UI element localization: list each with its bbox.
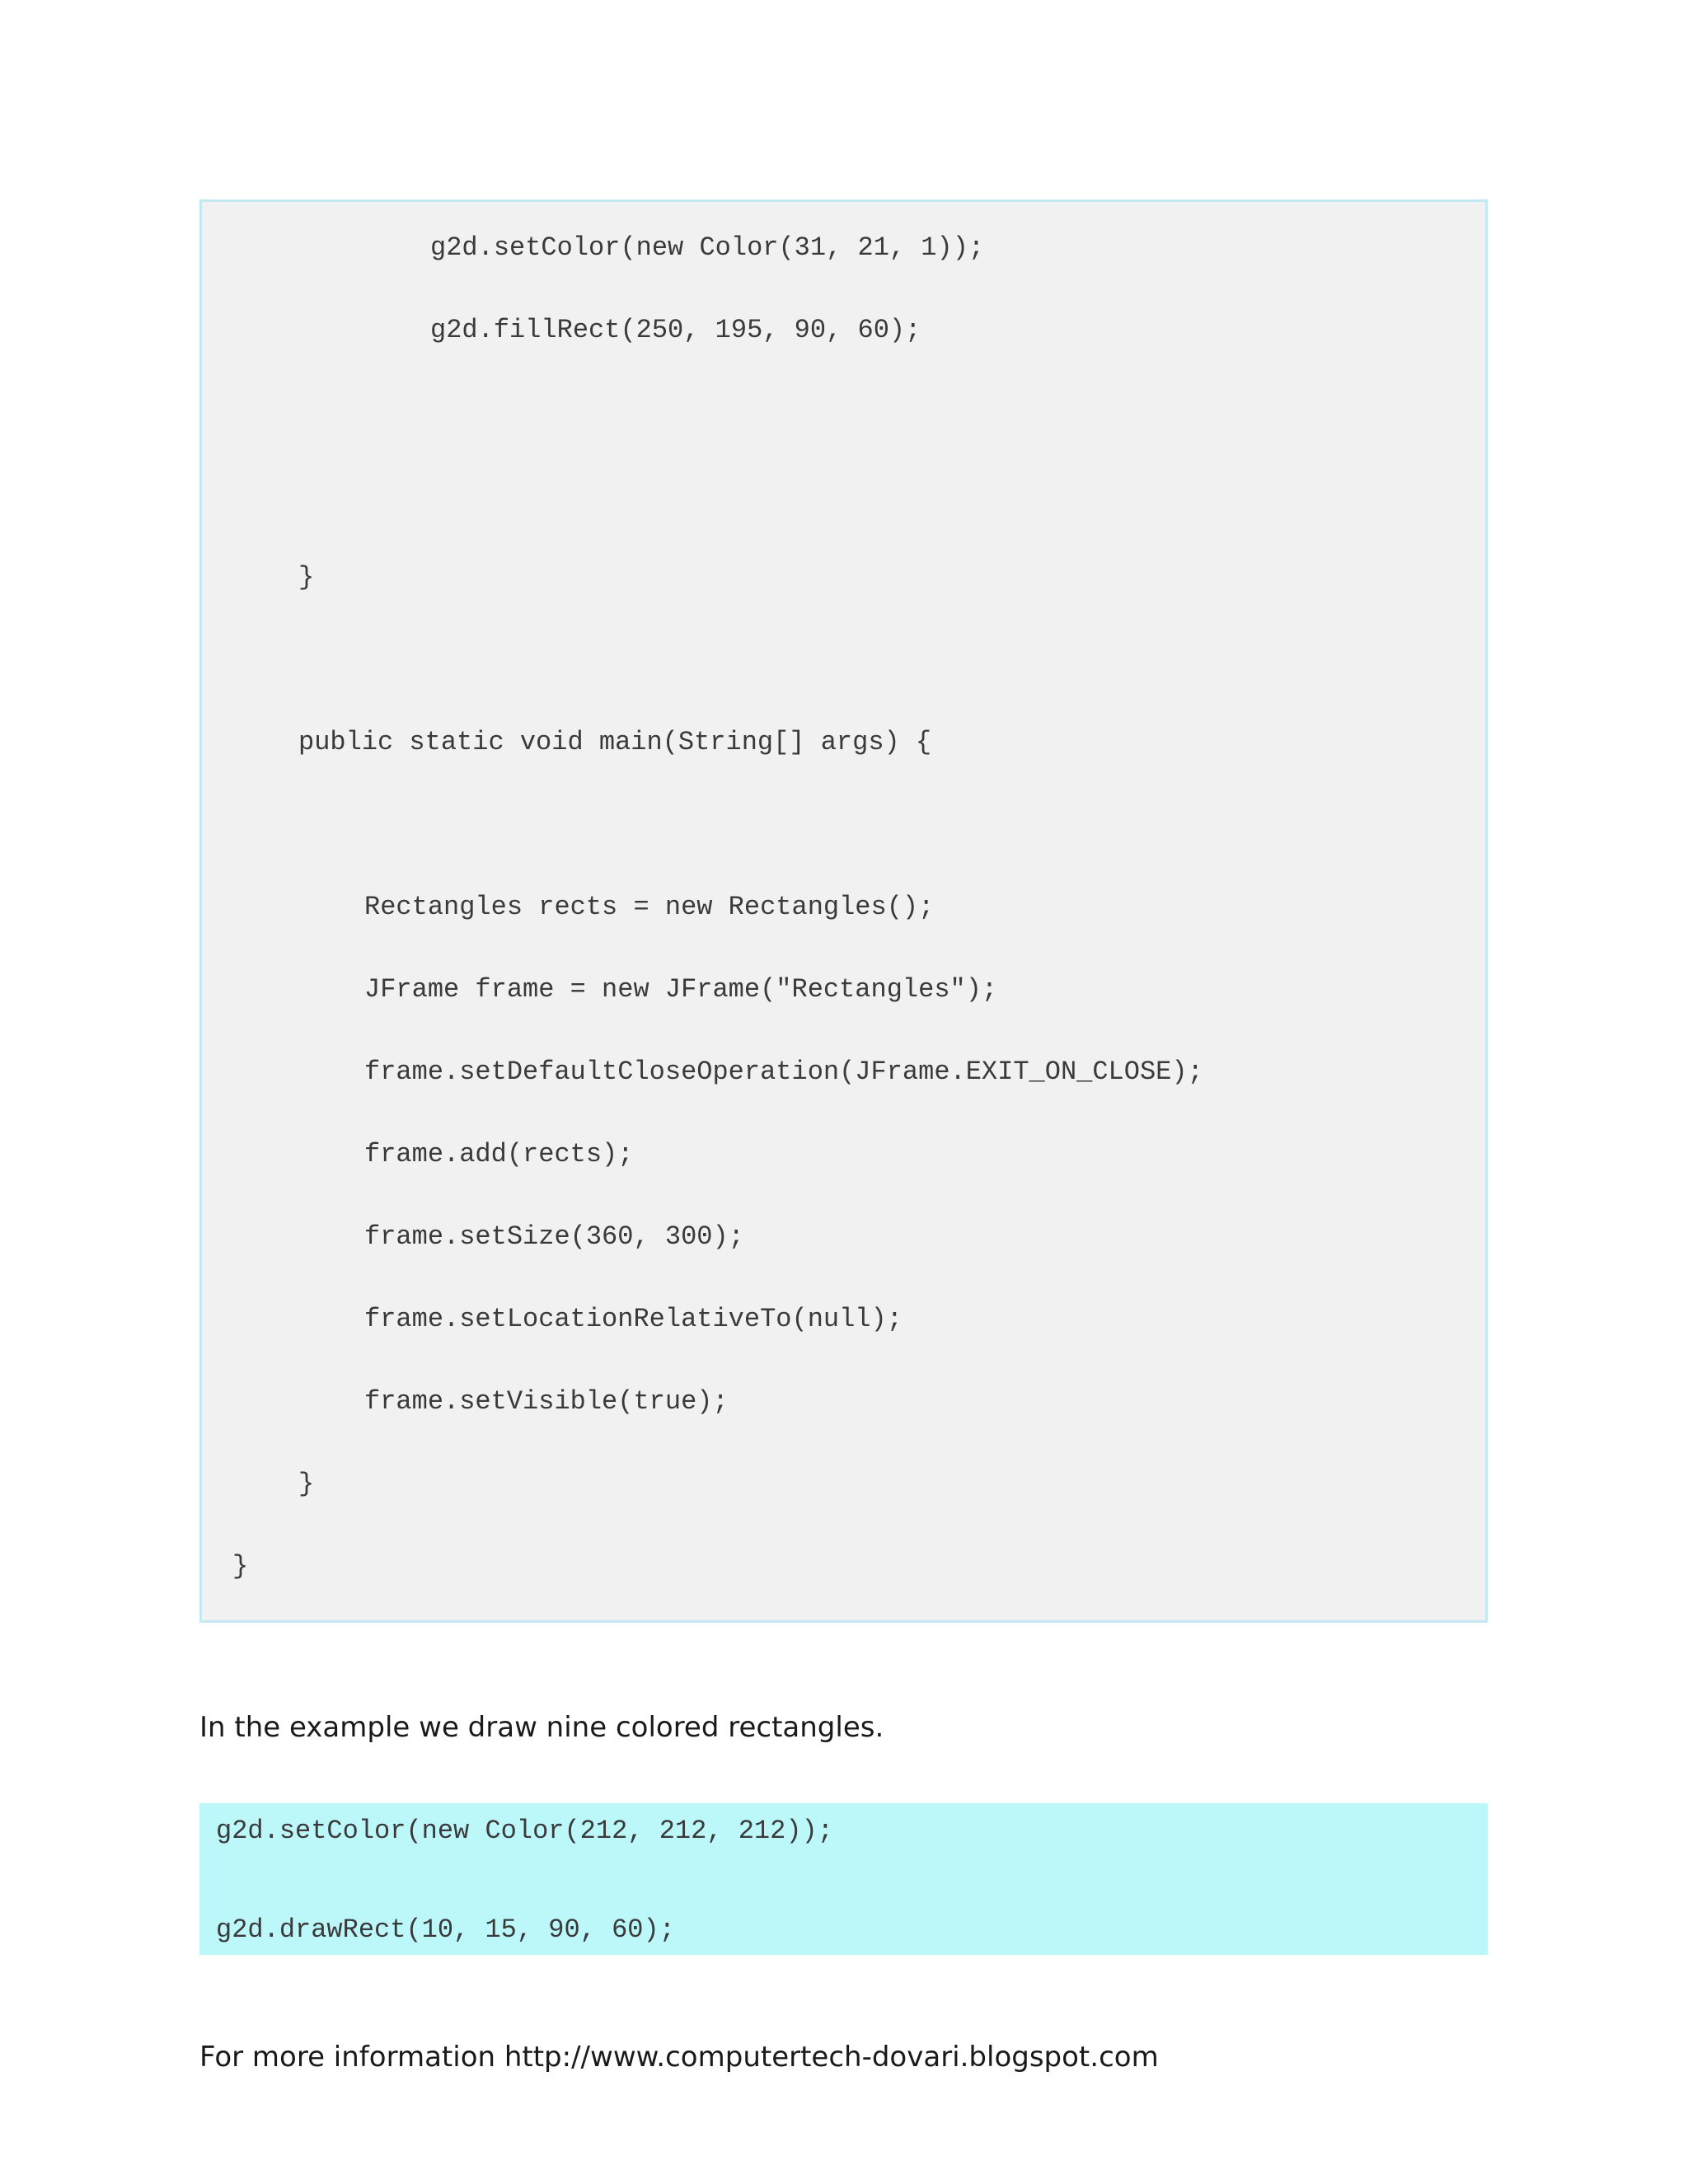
- code-line: frame.setVisible(true);: [364, 1386, 729, 1417]
- code-line: g2d.setColor(new Color(31, 21, 1));: [430, 232, 985, 263]
- footer-text: For more information http://www.computertech-dovari.blogspot.com: [199, 2041, 1159, 2074]
- code-line: }: [298, 562, 315, 593]
- code-block: [199, 199, 1488, 1623]
- code-line: g2d.drawRect(10, 15, 90, 60);: [216, 1915, 675, 1945]
- code-line: g2d.setColor(new Color(212, 212, 212));: [216, 1816, 833, 1846]
- code-line: frame.setLocationRelativeTo(null);: [364, 1304, 903, 1334]
- code-line: public static void main(String[] args) {: [298, 727, 932, 757]
- code-line: JFrame frame = new JFrame("Rectangles");: [364, 974, 998, 1005]
- code-line: g2d.fillRect(250, 195, 90, 60);: [430, 315, 921, 345]
- code-line: }: [298, 1469, 315, 1499]
- code-line: frame.setDefaultCloseOperation(JFrame.EXIT_ON_CLOSE);: [364, 1057, 1203, 1087]
- highlighted-code-block: [199, 1803, 1488, 1955]
- code-line: Rectangles rects = new Rectangles();: [364, 892, 935, 922]
- code-line: frame.setSize(360, 300);: [364, 1221, 744, 1252]
- code-line: }: [232, 1551, 249, 1582]
- code-line: frame.add(rects);: [364, 1139, 634, 1169]
- body-paragraph: In the example we draw nine colored rectangles.: [199, 1711, 884, 1744]
